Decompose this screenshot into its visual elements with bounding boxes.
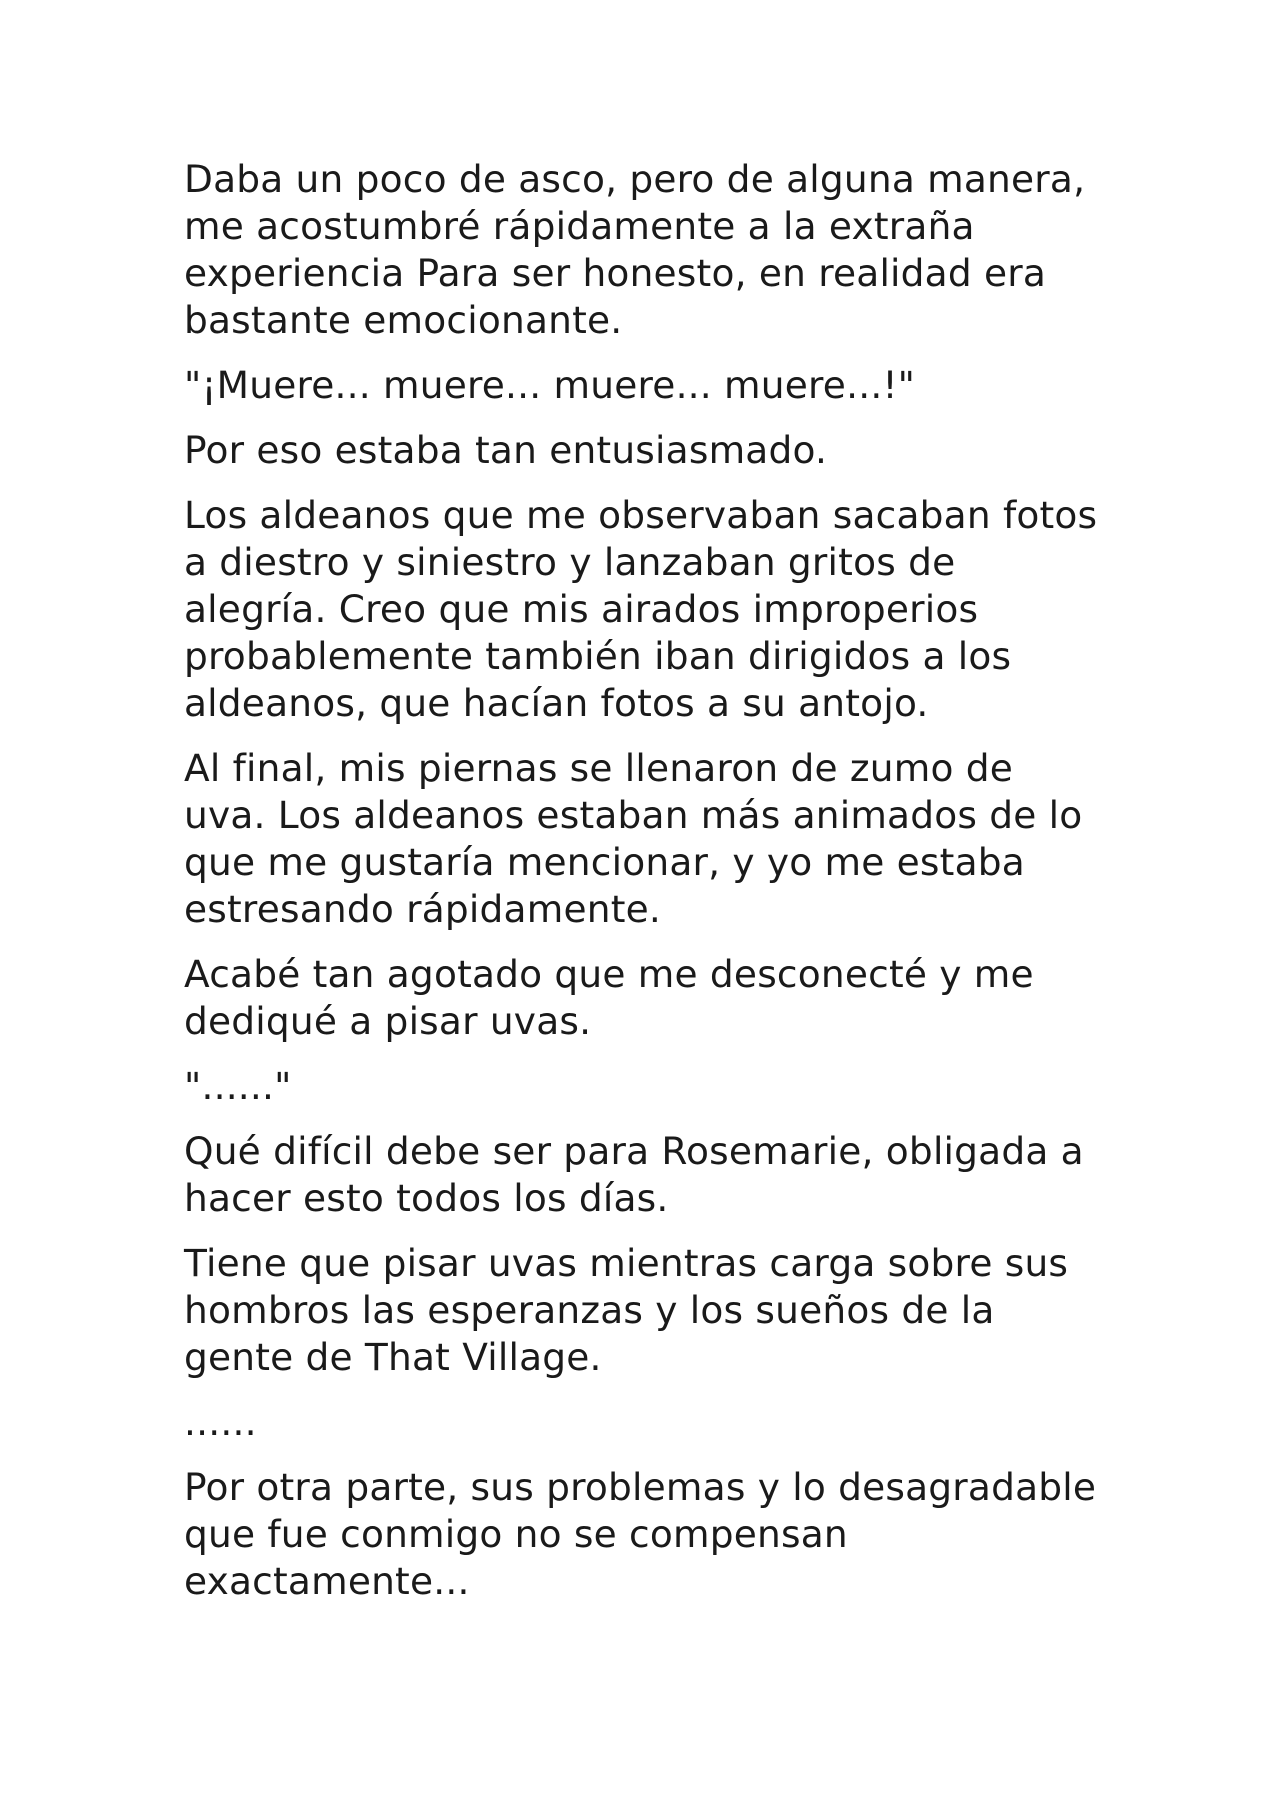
paragraph: Al final, mis piernas se llenaron de zumo de uva. Los aldeanos estaban más animados de lo que me gustaría mencionar, y yo me estaba estresando rápidamente. xyxy=(184,746,1083,931)
paragraph: Los aldeanos que me observaban sacaban fotos a diestro y siniestro y lanzaban gritos de alegría. Creo que mis airados improperios probablemente también iban dirigidos a los aldeanos, que hacían fotos a su antojo. xyxy=(184,493,1098,725)
paragraph: Tiene que pisar uvas mientras carga sobre sus hombros las esperanzas y los sueños de la gente de That Village. xyxy=(184,1241,1069,1379)
paragraph: Por otra parte, sus problemas y lo desagradable que fue conmigo no se compensan exactamente... xyxy=(184,1465,1097,1603)
paragraph: Por eso estaba tan entusiasmado. xyxy=(184,428,828,472)
paragraph: Daba un poco de asco, pero de alguna manera, me acostumbré rápidamente a la extraña experiencia Para ser honesto, en realidad era bastante emocionante. xyxy=(184,157,1086,342)
paragraph: "¡Muere... muere... muere... muere...!" xyxy=(184,363,916,407)
paragraph: Qué difícil debe ser para Rosemarie, obligada a hacer esto todos los días. xyxy=(184,1129,1084,1220)
paragraph: ...... xyxy=(184,1400,257,1444)
paragraph: "......" xyxy=(184,1064,292,1108)
paragraph: Acabé tan agotado que me desconecté y me dediqué a pisar uvas. xyxy=(184,952,1034,1043)
text-body xyxy=(184,156,1104,1623)
